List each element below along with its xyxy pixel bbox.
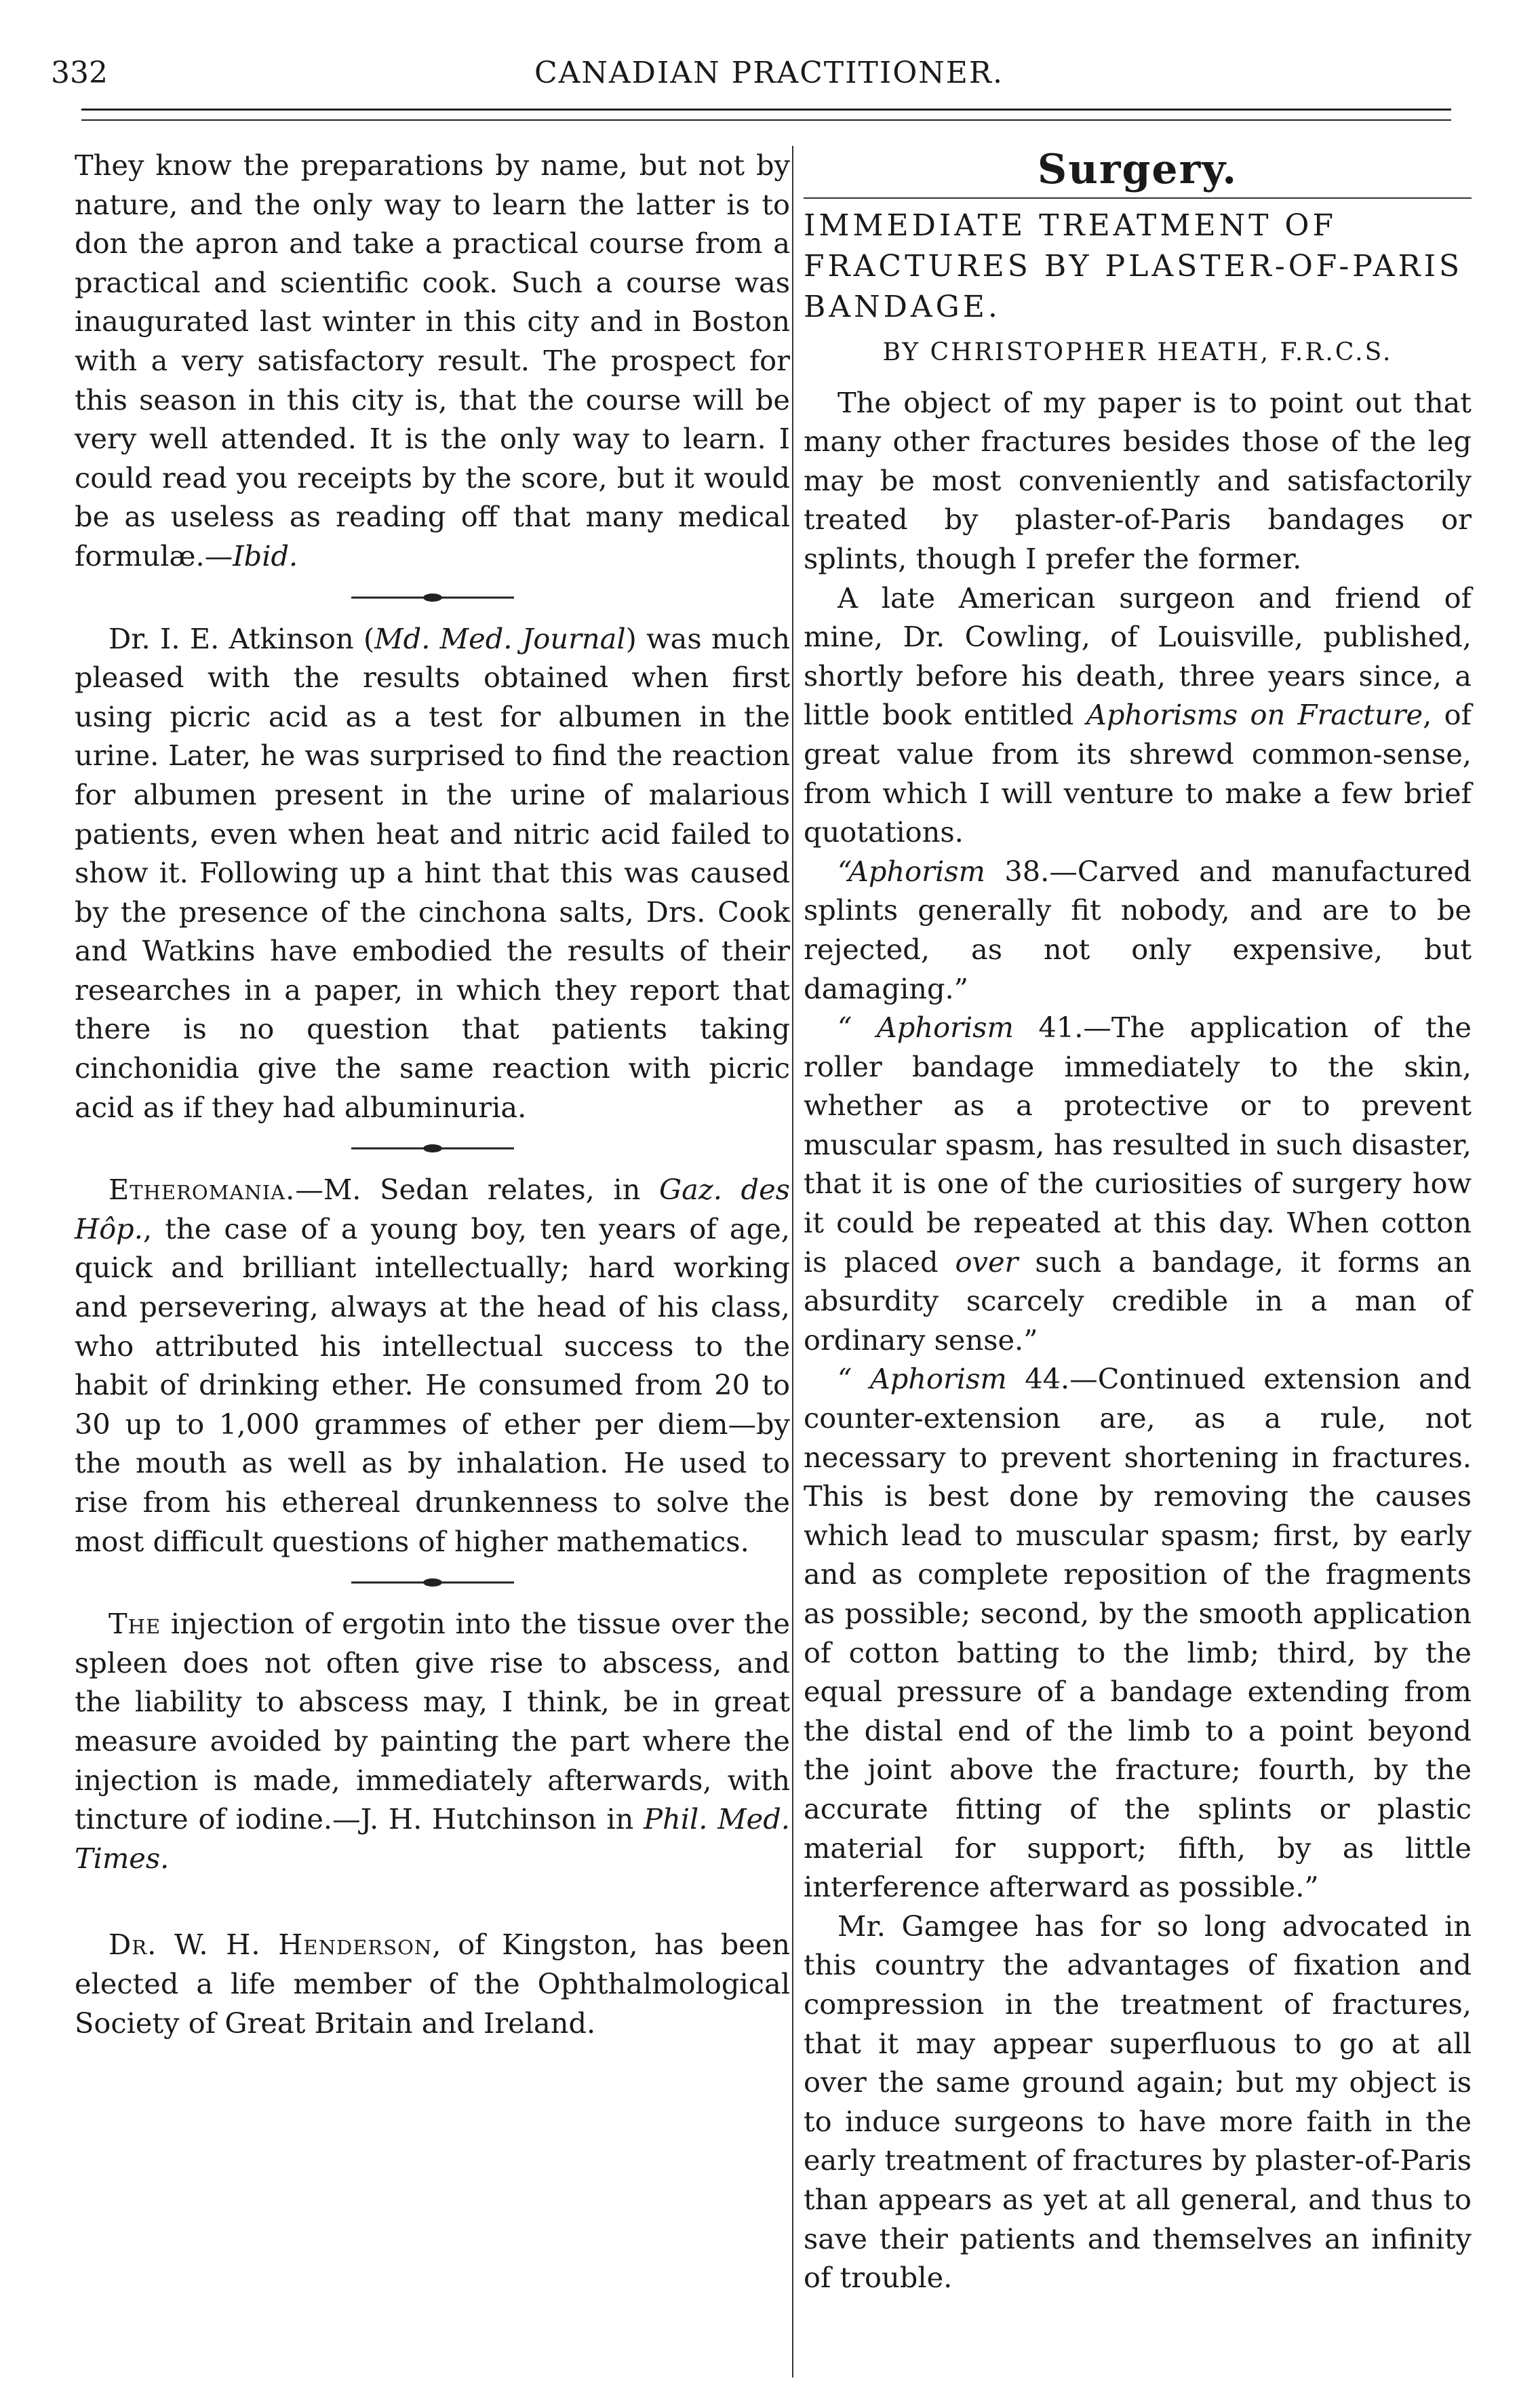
running-title: CANADIAN PRACTITIONER. (534, 56, 1004, 90)
paragraph-text: Dr. I. E. Atkinson ( (109, 621, 375, 655)
paragraph-gamgee: Mr. Gamgee has for so long advocated in this country the advantages of fixation and compression in the treatment of fractures, that it may appear superfluous to go at all over the same ground again; but my object is to induce surgeons to have more faith in the early treatment of fractures by plaster-of-Paris than appears as yet at all general, and thus to save their patients and themselves an infinity of trouble. (804, 1909, 1472, 2295)
aphorism-label: “ Aphorism (837, 1011, 1014, 1045)
aphorism-text: 44.—Continued extension and counter-extension are, as a rule, not necessary to prevent shortening in fractures. This is best done by removing the causes which lead to muscular spasm; first, by early and as complete reposition of the fragments as possible; second, by the smooth application of cotton batting to the limb; third, by the equal pressure of a bandage extending from the distal end of the limb to a point beyond the joint above the fracture; fourth, by the accurate fitting of the splints or plastic material for support; fifth, by as little interference afterward as possible.” (804, 1362, 1472, 1904)
lead-in-word: The (109, 1607, 161, 1641)
paragraph-text: , of great value from its shrewd common-sense, from which I will venture to make a few brief quotations. (804, 698, 1472, 849)
byline: BY CHRISTOPHER HEATH, F.R.C.S. (882, 338, 1393, 366)
source-citation: Ibid. (233, 539, 298, 572)
left-column (75, 146, 790, 2042)
book-title: Aphorisms on Fracture (1086, 698, 1423, 732)
paragraph-object: The object of my paper is to point out that many other fractures besides those of the leg may be most conveniently and satisfactorily treated by plaster-of-Paris bandages or splints, though I prefer the former. (804, 385, 1472, 575)
journal-name: Gaz. des Hôp. (75, 1173, 790, 1245)
paragraph-text: injection of ergotin into the tissue over the spleen does not often give rise to abscess, and the liability to abscess may, I think, be in great measure avoided by painting the part where the injection is made, immediately afterwards, with tincture of iodine.—J. H. Hutchinson in (75, 1607, 790, 1836)
aphorism-text: such a bandage, it forms an absurdity scarcely credible in a man of ordinary sense.” (804, 1245, 1472, 1357)
paragraph-text: —M. Sedan relates, in (295, 1173, 660, 1207)
article-body (804, 383, 1472, 2297)
paragraph-text: , of Kingston, has been elected a life member of the Ophthalmological Society of Great Britain and Ireland. (75, 1928, 790, 2040)
paragraph-cowling (804, 579, 1472, 852)
paragraph-atkinson (75, 619, 790, 1127)
header-rule-thin (81, 119, 1451, 121)
paragraph-text: A late American surgeon and friend of mine, Dr. Cowling, of Louisville, published, shortly before his death, three years since, a little book entitled (804, 581, 1472, 732)
spacer (75, 1878, 790, 1925)
journal-name: Md. Med. Journal (374, 621, 626, 655)
heading-rule (804, 197, 1472, 199)
aphorism-text: 41.—The application of the roller bandage immediately to the skin, whether as a protective or to prevent muscular spasm, has resulted in such disaster, that it is one of the curiosities of surgery how it could be repeated at this day. When cotton is placed (804, 1011, 1472, 1279)
section-divider-ornament (338, 1573, 528, 1592)
paragraph-henderson (75, 1925, 790, 2042)
page-number: 332 (51, 56, 108, 90)
aphorism-label: “ Aphorism (837, 1362, 1007, 1396)
aphorism-text: 38.—Carved and manufactured splints generally fit nobody, and are to be rejected, as not only expensive, but damaging.” (804, 854, 1472, 1005)
section-heading: Surgery. (1037, 146, 1238, 193)
paragraph-text: , the case of a young boy, ten years of age, quick and brilliant intellectually; hard working and persevering, always at the head of his class, who attributed his intellectual success to the habit of drinking ether. He consumed from 20 to 30 up to 1,000 grammes of ether per diem—by the mouth as well as by inhalation. He used to rise from his ethereal drunkenness to solve the most difficult questions of higher mathematics. (75, 1211, 790, 1558)
aphorism-44 (804, 1359, 1472, 1906)
aphorism-41 (804, 1008, 1472, 1359)
right-column (804, 146, 1472, 2297)
paragraph-cookery (75, 146, 790, 576)
header-rule (81, 109, 1451, 111)
column-divider (792, 146, 793, 2377)
section-divider-ornament (338, 1139, 528, 1158)
lead-in-name: Dr. W. H. Henderson (109, 1928, 433, 1962)
paragraph-text: ) was much pleased with the results obtained when first using picric acid as a test for albumen in the urine. Later, he was surprised to find the reaction for albumen present in the urine of malarious patients, even when heat and nitric acid failed to show it. Following up a hint that this was caused by the presence of the cinchona salts, Drs. Cook and Watkins have embodied the results of their researches in a paper, in which they report that there is no question that patients taking cinchonidia give the same reaction with picric acid as if they had albuminuria. (75, 621, 791, 1124)
paragraph-ergotin (75, 1604, 790, 1878)
page-header (0, 0, 1538, 125)
aphorism-label: “Aphorism (837, 854, 985, 888)
paragraph-text: They know the preparations by name, but not by nature, and the only way to learn the latter is to don the apron and take a practical course from a practical and scientific cook. Such a course was inaugurated last winter in this city and in Boston with a very satisfactory result. The prospect for this season in this city is, that the course will be very well attended. It is the only way to learn. I could read you receipts by the score, but it would be as useless as reading off that many medical formulæ.— (75, 149, 790, 572)
emphasis-word: over (955, 1245, 1019, 1279)
article-title: IMMEDIATE TREATMENT OF FRACTURES BY PLASTER-OF-PARIS BANDAGE. (804, 208, 1463, 324)
section-divider-ornament (338, 588, 528, 607)
paragraph-etheromania (75, 1170, 790, 1561)
journal-name: Phil. Med. Times. (75, 1802, 791, 1875)
lead-in-word: Etheromania. (109, 1173, 296, 1207)
aphorism-38 (804, 852, 1472, 1008)
